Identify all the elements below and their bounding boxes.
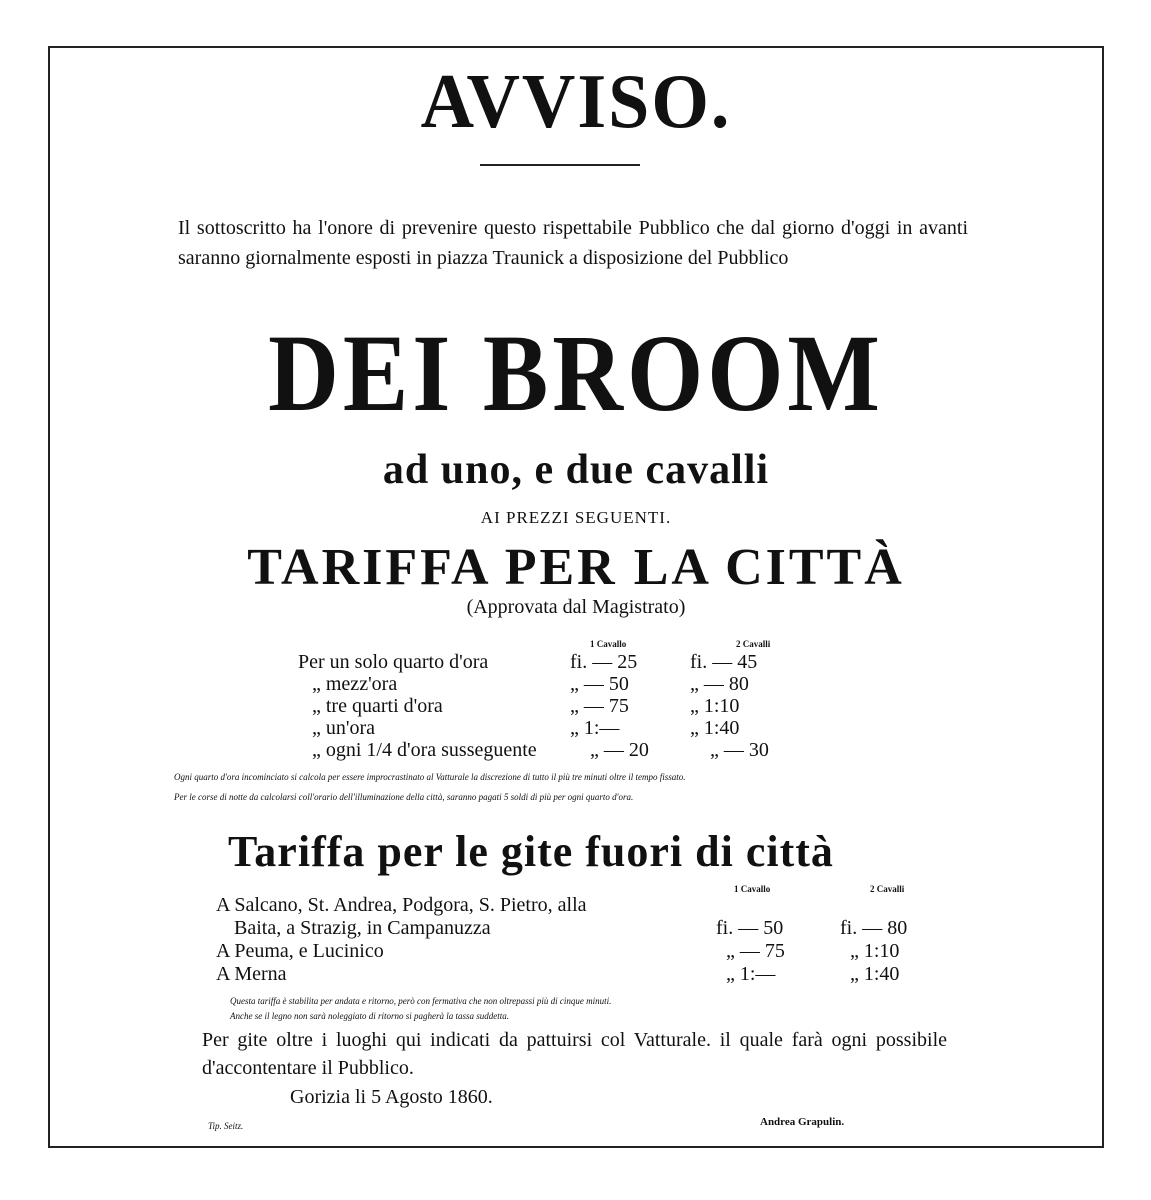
table-row-label: A Merna bbox=[216, 963, 287, 985]
city-tariff-note: Ogni quarto d'ora incominciato si calcola per essere improcrastinato al Vatturale la discrezione di tutto il più tre minuti oltre il tempo fissato. bbox=[174, 772, 686, 782]
column-header-one-horse: 1 Cavallo bbox=[734, 884, 771, 894]
table-cell-one-horse: „ 1:— bbox=[726, 963, 776, 985]
table-cell-two-horses: „ 1:10 bbox=[690, 695, 740, 717]
table-row-label-continued: Baita, a Strazig, in Campanuzza bbox=[234, 917, 491, 939]
table-cell-one-horse: „ 1:— bbox=[570, 717, 620, 739]
out-tariff-note: Questa tariffa è stabilita per andata e ritorno, però con fermativa che non oltrepassi più di cinque minuti. bbox=[230, 996, 612, 1006]
table-row-label: A Salcano, St. Andrea, Podgora, S. Pietro, alla bbox=[216, 894, 587, 916]
table-row-label: A Peuma, e Lucinico bbox=[216, 940, 384, 962]
table-row-label: Per un solo quarto d'ora bbox=[298, 651, 489, 673]
table-cell-two-horses: „ 1:40 bbox=[850, 963, 900, 985]
column-header-one-horse: 1 Cavallo bbox=[590, 639, 627, 649]
out-tariff-note: Anche se il legno non sarà noleggiato di ritorno si pagherà la tassa suddetta. bbox=[230, 1011, 509, 1021]
out-tariff-title: Tariffa per le gite fuori di città bbox=[228, 827, 834, 876]
poster-title: AVVISO. bbox=[420, 58, 732, 146]
printer-credit: Tip. Seitz. bbox=[208, 1121, 244, 1131]
table-cell-one-horse: „ — 75 bbox=[726, 940, 785, 962]
column-header-two-horses: 2 Cavalli bbox=[736, 639, 771, 649]
table-cell-two-horses: „ 1:40 bbox=[690, 717, 740, 739]
table-cell-one-horse: „ — 75 bbox=[570, 695, 629, 717]
table-row-label: „ tre quarti d'ora bbox=[312, 695, 443, 717]
table-cell-two-horses: „ — 30 bbox=[710, 739, 769, 761]
closing-paragraph: Per gite oltre i luoghi qui indicati da pattuirsi col Vatturale. il quale farà ogni possibile d'accontentare il Pubblico. bbox=[202, 1029, 947, 1079]
table-cell-two-horses: „ — 80 bbox=[690, 673, 749, 695]
city-tariff-note: Per le corse di notte da calcolarsi coll'orario dell'illuminazione della città, saranno pagati 5 soldi di più per ogni quarto d'ora. bbox=[174, 792, 634, 802]
title-divider bbox=[480, 164, 640, 166]
place-date: Gorizia li 5 Agosto 1860. bbox=[290, 1086, 493, 1108]
intro-paragraph: Il sottoscritto ha l'onore di prevenire questo rispettabile Pubblico che dal giorno d'oggi in avanti saranno giornalmente esposti in piazza Traunick a disposizione del Pubblico bbox=[178, 217, 968, 269]
table-cell-two-horses: „ 1:10 bbox=[850, 940, 900, 962]
subheading: ad uno, e due cavalli bbox=[382, 447, 770, 493]
table-cell-one-horse: fi. — 50 bbox=[716, 917, 784, 939]
city-tariff-approval: (Approvata dal Magistrato) bbox=[466, 596, 686, 618]
table-cell-one-horse: „ — 20 bbox=[590, 739, 649, 761]
city-tariff-title: TARIFFA PER LA CITTÀ bbox=[247, 539, 905, 596]
main-heading: DEI BROOM bbox=[268, 313, 884, 435]
table-cell-two-horses: fi. — 80 bbox=[840, 917, 908, 939]
signature: Andrea Grapulin. bbox=[760, 1116, 845, 1128]
table-row-label: „ un'ora bbox=[312, 717, 376, 739]
table-cell-one-horse: „ — 50 bbox=[570, 673, 629, 695]
column-header-two-horses: 2 Cavalli bbox=[870, 884, 905, 894]
table-row-label: „ ogni 1/4 d'ora susseguente bbox=[312, 739, 537, 761]
table-cell-two-horses: fi. — 45 bbox=[690, 651, 758, 673]
table-cell-one-horse: fi. — 25 bbox=[570, 651, 638, 673]
poster-sheet bbox=[48, 46, 1104, 1148]
table-row-label: „ mezz'ora bbox=[312, 673, 398, 695]
prices-label: AI PREZZI SEGUENTI. bbox=[480, 508, 672, 527]
